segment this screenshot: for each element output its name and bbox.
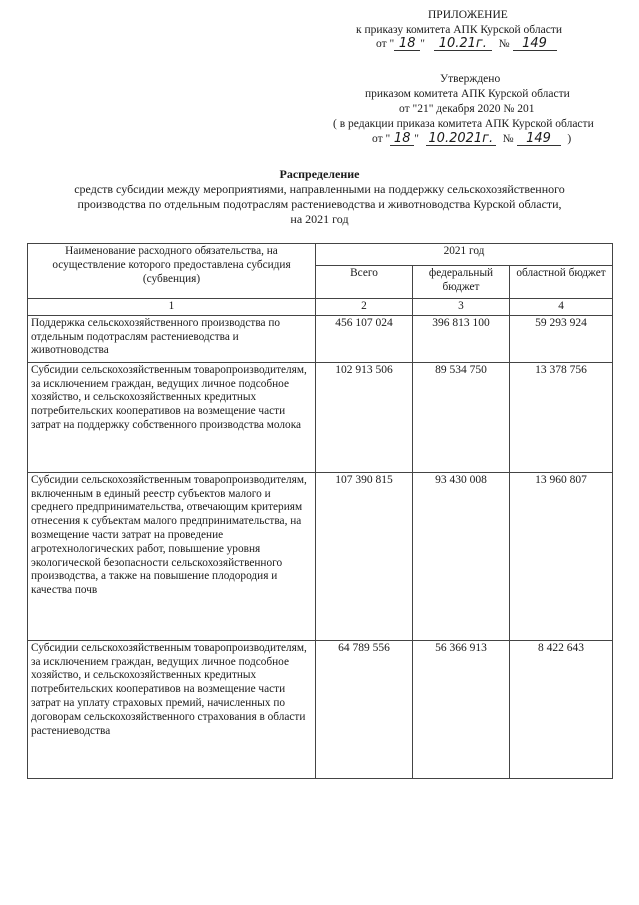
- approved-date-quote: ": [414, 133, 419, 145]
- row-regional: 59 293 924: [510, 315, 613, 362]
- approved-number-sign: №: [502, 133, 514, 145]
- header-regional-cell: областной бюджет: [510, 266, 613, 299]
- table-number-row: [28, 299, 613, 316]
- header-federal-cell: федеральный бюджет: [413, 266, 510, 299]
- row-name: Поддержка сельскохозяйственного производства по отдельным подотраслям растениеводства и животноводства: [28, 315, 316, 362]
- row-name: Субсидии сельскохозяйственным товаропроизводителям, за исключением граждан, ведущих личное подсобное хозяйство, и сельскохозяйственных кредитных потребительских кооперативов на возмещение части затрат на уплату страховых премий, начисленных по договорам сельскохозяйственного страхования в области растениеводства: [28, 640, 316, 778]
- appendix-date-quote: ": [420, 38, 425, 50]
- row-name: Субсидии сельскохозяйственным товаропроизводителям, за исключением граждан, ведущих личное подсобное хозяйство, и сельскохозяйственных кредитных потребительских кооперативов на возмещение части затрат на поддержку собственного производства молока: [28, 362, 316, 472]
- header-total-cell: Всего: [316, 266, 413, 299]
- approved-close-paren: ): [567, 133, 572, 145]
- row-federal: 396 813 100: [413, 315, 510, 362]
- row-total: 64 789 556: [316, 640, 413, 778]
- document-title: Распределение: [279, 167, 360, 181]
- table-header-row-1: [28, 244, 613, 266]
- table-row: [28, 362, 613, 472]
- row-regional: 8 422 643: [510, 640, 613, 778]
- row-name: Субсидии сельскохозяйственным товаропроизводителям, включенным в единый реестр субъектов малого и среднего предпринимательства, отвечающим критериям отнесения к субъектам малого предпринимательства, на возмещение части затрат на проведение агротехнологических работ, повышение уровня экологической безопасности сельскохозяйственного производства, а также на повышение плодородия и качества почв: [28, 472, 316, 640]
- appendix-month-handwritten: 10.21г.: [434, 38, 492, 51]
- approved-date-line: от "21" декабря 2020 № 201: [399, 103, 535, 115]
- table-row: [28, 315, 613, 362]
- row-regional: 13 960 807: [510, 472, 613, 640]
- row-federal: 93 430 008: [413, 472, 510, 640]
- approved-number-handwritten: 149: [517, 133, 561, 146]
- row-federal: 56 366 913: [413, 640, 510, 778]
- appendix-number-sign: №: [498, 38, 510, 50]
- appendix-order-line: к приказу комитета АПК Курской области: [356, 24, 562, 36]
- row-total: 102 913 506: [316, 362, 413, 472]
- appendix-day-handwritten: 18: [394, 38, 420, 51]
- col-number-4: 4: [510, 299, 613, 316]
- row-federal: 89 534 750: [413, 362, 510, 472]
- col-number-2: 2: [316, 299, 413, 316]
- approved-month-handwritten: 10.2021г.: [426, 133, 496, 146]
- approved-day-handwritten: 18: [390, 133, 414, 146]
- approved-edition-line: ( в редакции приказа комитета АПК Курской области: [333, 118, 594, 130]
- appendix-date-line: [376, 37, 557, 51]
- approved-title: Утверждено: [440, 73, 501, 85]
- header-year-cell: 2021 год: [316, 244, 613, 266]
- table-row: [28, 472, 613, 640]
- heading-line-3: на 2021 год: [290, 212, 349, 226]
- table-row: [28, 640, 613, 778]
- appendix-number-handwritten: 149: [513, 38, 557, 51]
- appendix-title: ПРИЛОЖЕНИЕ: [428, 9, 508, 21]
- header-name-cell: Наименование расходного обязательства, на осуществление которого предоставлена субсидия (субвенция): [28, 244, 316, 299]
- distribution-table: [27, 243, 613, 779]
- row-total: 456 107 024: [316, 315, 413, 362]
- approved-edition-date-line: [372, 132, 571, 146]
- row-regional: 13 378 756: [510, 362, 613, 472]
- approved-order-line: приказом комитета АПК Курской области: [365, 88, 570, 100]
- heading-line-2: производства по отдельным подотраслям растениеводства и животноводства Курской области,: [77, 197, 562, 211]
- approved-date-prefix: от ": [372, 133, 391, 145]
- col-number-3: 3: [413, 299, 510, 316]
- row-total: 107 390 815: [316, 472, 413, 640]
- col-number-1: 1: [28, 299, 316, 316]
- appendix-date-prefix: от ": [376, 38, 395, 50]
- heading-line-1: средств субсидии между мероприятиями, направленными на поддержку сельскохозяйственного: [74, 182, 565, 196]
